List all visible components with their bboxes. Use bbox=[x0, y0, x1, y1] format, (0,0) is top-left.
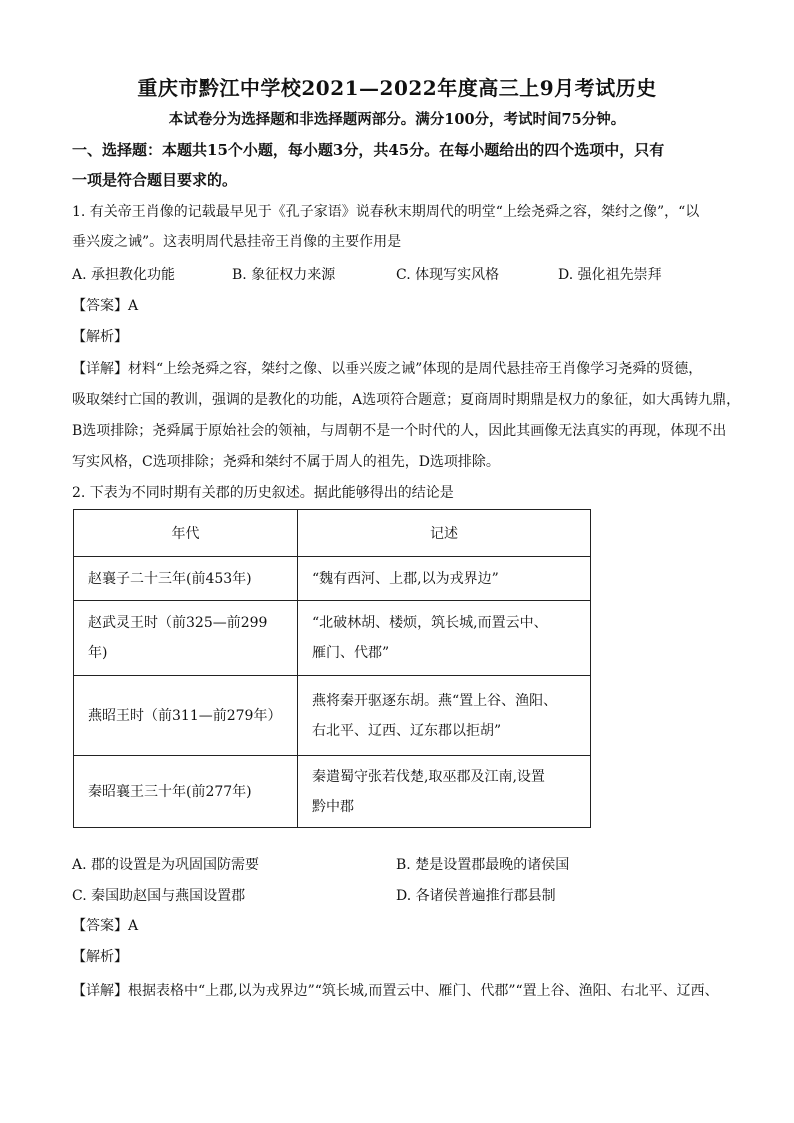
table-cell-record: 秦遣蜀守张若伐楚,取巫郡及江南,设置 黔中郡 bbox=[298, 756, 591, 828]
table-cell-era: 赵武灵王时（前325—前299 年) bbox=[74, 601, 298, 676]
q2-analysis-label: 【解析】 bbox=[72, 949, 128, 965]
q1-detail-line-2: 吸取桀纣亡国的教训，强调的是教化的功能，A选项符合题意；夏商周时期鼎是权力的象征，如大禹铸九鼎， bbox=[72, 392, 741, 408]
section-heading-line-1: 一、选择题：本题共15个小题，每小题3分，共45分。在每小题给出的四个选项中，只有 bbox=[72, 141, 665, 159]
q1-detail-line-4: 写实风格，C选项排除；尧舜和桀纣不属于周人的祖先，D选项排除。 bbox=[72, 454, 500, 470]
q1-option-d: D. 强化祖先崇拜 bbox=[558, 267, 662, 283]
table-cell-record: “北破林胡、楼烦，筑长城,而置云中、 雁门、代郡” bbox=[298, 601, 591, 676]
q2-detail-line-1: 【详解】根据表格中“上郡,以为戎界边”“筑长城,而置云中、雁门、代郡”“置上谷、渔阳、右北平、辽西、 bbox=[72, 983, 719, 999]
table-cell-era: 秦昭襄王三十年(前277年) bbox=[74, 756, 298, 828]
q2-option-b: B. 楚是设置郡最晚的诸侯国 bbox=[396, 857, 570, 873]
q2-option-d: D. 各诸侯普遍推行郡县制 bbox=[396, 888, 556, 904]
q2-answer: 【答案】A bbox=[72, 918, 139, 934]
q1-analysis-label: 【解析】 bbox=[72, 329, 128, 345]
section-heading-line-2: 一项是符合题目要求的。 bbox=[72, 171, 238, 189]
history-table bbox=[73, 509, 591, 828]
q1-option-a: A. 承担教化功能 bbox=[72, 267, 176, 283]
table-row bbox=[74, 676, 591, 756]
exam-subtitle: 本试卷分为选择题和非选择题两部分。满分100分，考试时间75分钟。 bbox=[168, 111, 626, 128]
q2-option-a: A. 郡的设置是为巩固国防需要 bbox=[72, 857, 260, 873]
table-header-record: 记述 bbox=[298, 510, 591, 557]
table-row bbox=[74, 557, 591, 601]
q1-detail-line-3: B选项排除；尧舜属于原始社会的领袖，与周朝不是一个时代的人，因此其画像无法真实的再现，体现不出 bbox=[72, 423, 727, 439]
table-cell-record: 燕将秦开驱逐东胡。燕“置上谷、渔阳、 右北平、辽西、辽东郡以拒胡” bbox=[298, 676, 591, 756]
q1-option-c: C. 体现写实风格 bbox=[396, 267, 500, 283]
table-header-era: 年代 bbox=[74, 510, 298, 557]
table-header-row bbox=[74, 510, 591, 557]
q1-detail-line-1: 【详解】材料“上绘尧舜之容，桀纣之像、以垂兴废之诫”体现的是周代悬挂帝王肖像学习尧舜的贤德， bbox=[72, 361, 703, 377]
table-cell-era: 燕昭王时（前311—前279年） bbox=[74, 676, 298, 756]
table-row bbox=[74, 601, 591, 676]
q1-option-b: B. 象征权力来源 bbox=[232, 267, 336, 283]
q1-stem-line-2: 垂兴废之诫”。这表明周代悬挂帝王肖像的主要作用是 bbox=[72, 234, 402, 250]
table-cell-era: 赵襄子二十三年(前453年) bbox=[74, 557, 298, 601]
q1-stem-line-1: 1. 有关帝王肖像的记载最早见于《孔子家语》说春秋末期周代的明堂“上绘尧舜之容，桀纣之像”，“以 bbox=[72, 204, 700, 220]
q2-option-c: C. 秦国助赵国与燕国设置郡 bbox=[72, 888, 246, 904]
q2-stem: 2. 下表为不同时期有关郡的历史叙述。据此能够得出的结论是 bbox=[72, 485, 454, 501]
q1-answer: 【答案】A bbox=[72, 298, 139, 314]
table-cell-record: “魏有西河、上郡,以为戎界边” bbox=[298, 557, 591, 601]
page-title: 重庆市黔江中学校2021—2022年度高三上9月考试历史 bbox=[137, 76, 657, 100]
table-row bbox=[74, 756, 591, 828]
